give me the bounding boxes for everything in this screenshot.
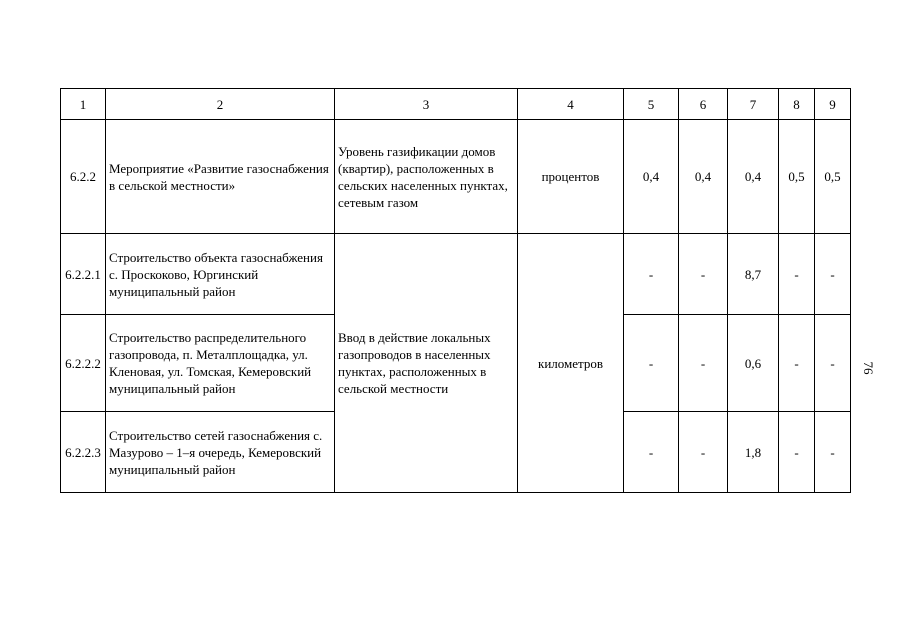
row-value-6: 0,4 [679, 120, 728, 234]
header-cell-4: 4 [518, 89, 624, 120]
row-unit: процентов [518, 120, 624, 234]
header-cell-2: 2 [106, 89, 335, 120]
row-name: Строительство распределительного газопровода, п. Металплощадка, ул. Кленовая, ул. Томская, Кемеровский муниципальный район [106, 315, 335, 412]
row-value-9: - [815, 234, 851, 315]
row-value-8: - [779, 315, 815, 412]
row-code: 6.2.2.1 [61, 234, 106, 315]
table-header-row [61, 89, 851, 120]
row-value-9: - [815, 412, 851, 493]
row-name: Мероприятие «Развитие газоснабжения в сельской местности» [106, 120, 335, 234]
row-value-9: - [815, 315, 851, 412]
row-code: 6.2.2.2 [61, 315, 106, 412]
header-cell-1: 1 [61, 89, 106, 120]
row-value-6: - [679, 315, 728, 412]
row-value-7: 8,7 [728, 234, 779, 315]
row-value-7: 0,6 [728, 315, 779, 412]
row-code: 6.2.2.3 [61, 412, 106, 493]
header-cell-6: 6 [679, 89, 728, 120]
row-name: Строительство объекта газоснабжения с. Проскоково, Юргинский муниципальный район [106, 234, 335, 315]
shared-unit: километров [518, 234, 624, 493]
shared-indicator: Ввод в действие локальных газопроводов в населенных пунктах, расположенных в сельской местности [335, 234, 518, 493]
header-cell-7: 7 [728, 89, 779, 120]
table-row [61, 120, 851, 234]
indicators-table [60, 88, 851, 493]
row-value-5: - [624, 412, 679, 493]
row-value-8: - [779, 412, 815, 493]
row-value-5: 0,4 [624, 120, 679, 234]
page-number: 76 [861, 361, 876, 375]
header-cell-3: 3 [335, 89, 518, 120]
row-value-7: 1,8 [728, 412, 779, 493]
row-code: 6.2.2 [61, 120, 106, 234]
row-value-6: - [679, 412, 728, 493]
row-value-8: 0,5 [779, 120, 815, 234]
header-cell-8: 8 [779, 89, 815, 120]
row-value-5: - [624, 315, 679, 412]
header-cell-5: 5 [624, 89, 679, 120]
row-name: Строительство сетей газоснабжения с. Мазурово – 1–я очередь, Кемеровский муниципальный район [106, 412, 335, 493]
row-value-9: 0,5 [815, 120, 851, 234]
row-value-6: - [679, 234, 728, 315]
row-value-8: - [779, 234, 815, 315]
table-row [61, 234, 851, 315]
row-value-5: - [624, 234, 679, 315]
row-value-7: 0,4 [728, 120, 779, 234]
row-indicator: Уровень газификации домов (квартир), расположенных в сельских населенных пунктах, сетевым газом [335, 120, 518, 234]
header-cell-9: 9 [815, 89, 851, 120]
